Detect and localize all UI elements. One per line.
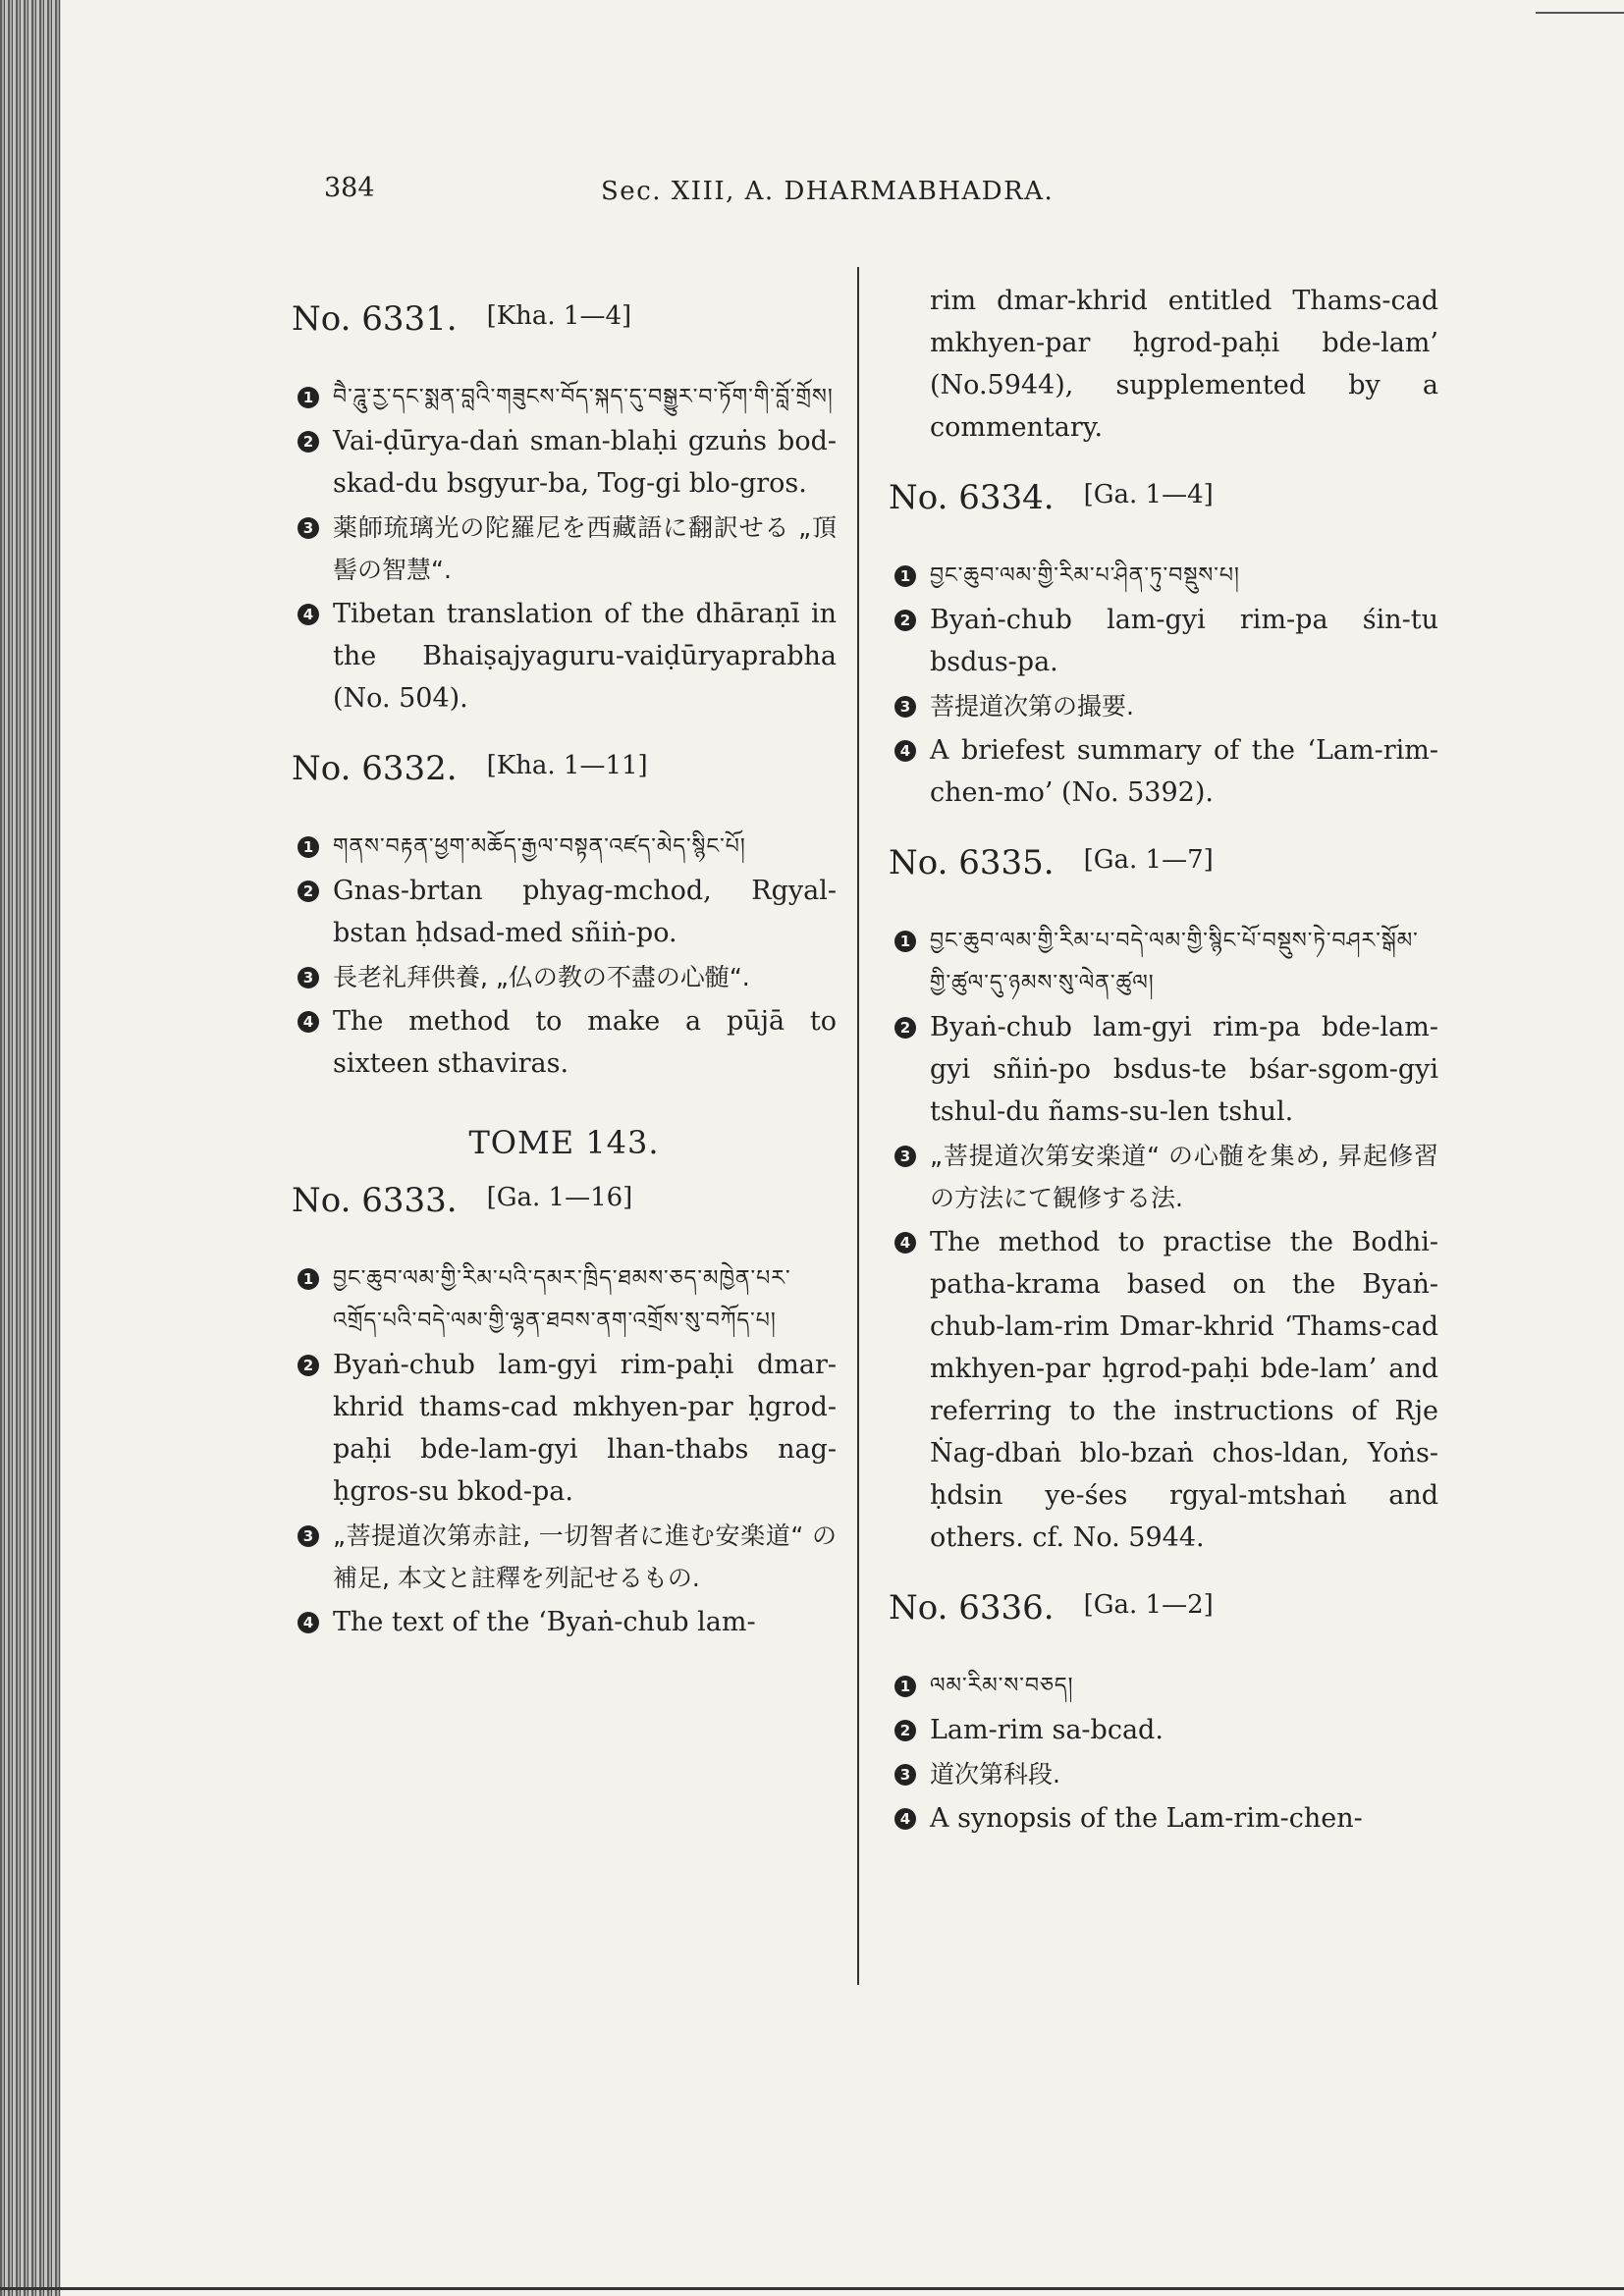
entry-heading xyxy=(292,1181,837,1220)
item-number-marker: 4 xyxy=(894,1808,916,1830)
item-number-marker: 1 xyxy=(298,836,319,858)
item-text: Byaṅ-chub lam-gyi rim-paḥi dmar-khrid thams-cad mkhyen-par ḥgrod-paḥi bde-lam-gyi lhan-thabs nag-ḥgros-su bkod-pa. xyxy=(333,1350,837,1507)
item-text: ལམ་རིམ་ས་བཅད། xyxy=(930,1674,1074,1698)
item-number-marker: 3 xyxy=(894,696,916,718)
item-tibetan xyxy=(292,826,837,868)
entry-reference: [Ga. 1—4] xyxy=(1083,480,1214,509)
item-text: གནས་བརྟན་ཕྱག་མཆོད་རྒྱལ་བསྟན་འཛད་མེད་སྙིང་པོ། xyxy=(333,834,746,859)
item-japanese xyxy=(889,1753,1438,1795)
item-number-marker: 3 xyxy=(894,1146,916,1167)
item-number-marker: 4 xyxy=(894,740,916,762)
bottom-edge-rule xyxy=(0,2287,1624,2290)
item-text: བྱང་ཆུབ་ལམ་གྱི་རིམ་པ་བདེ་ལམ་གྱི་སྙིང་པོ་བསྡུས་ཏེ་བཤར་སྒོམ་གྱི་ཚུལ་དུ་ཉམས་སུ་ལེན་ཚུལ། xyxy=(930,929,1419,995)
item-text: 菩提道次第の撮要. xyxy=(930,692,1134,721)
item-english xyxy=(889,1797,1438,1840)
item-transliteration xyxy=(889,1006,1438,1133)
continued-text: rim dmar-khrid entitled Thams-cad mkhyen-par ḥgrod-paḥi bde-lam’ (No.5944), supplemented by a commentary. xyxy=(930,286,1438,443)
entry-heading xyxy=(292,299,837,339)
column-divider xyxy=(857,267,859,1985)
entry-6333 xyxy=(292,1181,837,1643)
item-text: 長老礼拜供養, „仏の教の不盡の心髄“. xyxy=(333,963,750,991)
item-text: Tibetan translation of the dhāraṇī in the Bhaiṣajyaguru-vaiḍūryaprabha (No. 504). xyxy=(333,599,837,714)
item-text: Byaṅ-chub lam-gyi rim-pa śin-tu bsdus-pa. xyxy=(930,605,1438,677)
item-english xyxy=(889,1221,1438,1559)
item-number-marker: 3 xyxy=(298,1525,319,1547)
item-text: The text of the ‘Byaṅ-chub lam- xyxy=(333,1607,756,1637)
item-text: བཻ་ཌཱུ་རྱ་དང་སྨན་བླའི་གཟུངས་བོད་སྐད་དུ་བསྒྱུར་བ་ཏོག་གི་བློ་གྲོས། xyxy=(333,385,834,409)
entry-number: No. 6335. xyxy=(889,843,1055,882)
item-transliteration xyxy=(889,1709,1438,1751)
entry-6334 xyxy=(889,478,1438,814)
entry-reference: [Ga. 1—16] xyxy=(486,1183,633,1212)
entry-number: No. 6331. xyxy=(292,299,458,339)
item-text: Gnas-brtan phyag-mchod, Rgyal-bstan ḥdsad-med sñiṅ-po. xyxy=(333,876,837,948)
item-number-marker: 2 xyxy=(894,1017,916,1039)
item-number-marker: 4 xyxy=(894,1232,916,1254)
item-number-marker: 2 xyxy=(298,1355,319,1376)
item-japanese xyxy=(292,1515,837,1599)
item-number-marker: 1 xyxy=(894,931,916,952)
item-number-marker: 4 xyxy=(298,1612,319,1633)
top-edge-rule xyxy=(1536,12,1624,14)
item-number-marker: 2 xyxy=(894,1720,916,1741)
item-text: 道次第科段. xyxy=(930,1760,1060,1789)
item-text: „菩提道次第赤註, 一切智者に進む安楽道“ の補足, 本文と註釋を列記せるもの. xyxy=(333,1522,837,1592)
entry-6335 xyxy=(889,843,1438,1559)
item-number-marker: 2 xyxy=(298,881,319,902)
item-tibetan xyxy=(292,1257,837,1342)
entry-number: No. 6332. xyxy=(292,749,458,788)
item-transliteration xyxy=(889,599,1438,683)
item-text: 薬師琉璃光の陀羅尼を西藏語に翻訳せる „頂髻の智慧“. xyxy=(333,513,837,584)
item-english xyxy=(889,729,1438,814)
entry-number: No. 6334. xyxy=(889,478,1055,517)
item-number-marker: 3 xyxy=(298,517,319,539)
item-japanese xyxy=(292,507,837,591)
item-number-marker: 4 xyxy=(298,1011,319,1033)
item-text: A briefest summary of the ‘Lam-rim-chen-mo’ (No. 5392). xyxy=(930,735,1438,808)
entry-6336 xyxy=(889,1588,1438,1840)
item-text: The method to make a pūjā to sixteen sthaviras. xyxy=(333,1006,837,1079)
left-column xyxy=(292,280,837,1673)
item-number-marker: 3 xyxy=(298,967,319,988)
item-transliteration xyxy=(292,870,837,954)
item-number-marker: 1 xyxy=(894,1676,916,1697)
item-number-marker: 3 xyxy=(894,1764,916,1786)
item-english xyxy=(292,1601,837,1643)
item-number-marker: 2 xyxy=(298,431,319,453)
entry-reference: [Kha. 1—11] xyxy=(486,751,648,780)
page-spine-shadow xyxy=(0,0,61,2296)
item-number-marker: 1 xyxy=(298,387,319,408)
item-text: The method to practise the Bodhi-patha-krama based on the Byaṅ-chub-lam-rim Dmar-khrid ‘Thams-cad mkhyen-par ḥgrod-paḥi bde-lam’ and referring to the instructions of Rje Ṅag-dbaṅ blo-bzaṅ chos-ldan, Yoṅs-ḥdsin ye-śes rgyal-mtshaṅ and others. cf. No. 5944. xyxy=(930,1227,1438,1553)
item-tibetan xyxy=(292,376,837,418)
entry-reference: [Ga. 1—7] xyxy=(1083,845,1214,875)
item-text: A synopsis of the Lam-rim-chen- xyxy=(930,1803,1363,1834)
item-text: བྱང་ཆུབ་ལམ་གྱི་རིམ་པའི་དམར་ཁྲིད་ཐམས་ཅད་མཁྱེན་པར་འགྲོད་པའི་བདེ་ལམ་གྱི་ལྷན་ཐབས་ནག་འགྲོས་སུ་བཀོད་པ། xyxy=(333,1266,791,1333)
entry-number: No. 6333. xyxy=(292,1181,458,1220)
item-tibetan xyxy=(889,555,1438,597)
entry-heading xyxy=(889,1588,1438,1628)
item-number-marker: 1 xyxy=(894,565,916,587)
entry-reference: [Kha. 1—4] xyxy=(486,301,632,331)
tome-heading: TOME 143. xyxy=(468,1124,660,1161)
item-transliteration xyxy=(292,1344,837,1513)
item-english xyxy=(292,1000,837,1085)
item-text: བྱང་ཆུབ་ལམ་གྱི་རིམ་པ་ཤིན་ཏུ་བསྡུས་པ། xyxy=(930,563,1240,588)
item-number-marker: 4 xyxy=(298,604,319,625)
item-transliteration xyxy=(292,420,837,505)
entry-heading xyxy=(292,749,837,788)
entry-reference: [Ga. 1—2] xyxy=(1083,1590,1214,1620)
entry-heading xyxy=(889,843,1438,882)
item-number-marker: 2 xyxy=(894,610,916,631)
item-text: Vai-ḍūrya-daṅ sman-blaḥi gzuṅs bod-skad-du bsgyur-ba, Tog-gi blo-gros. xyxy=(333,426,837,499)
page-number: 384 xyxy=(324,173,375,203)
item-tibetan xyxy=(889,1665,1438,1707)
right-column xyxy=(889,280,1438,1869)
item-number-marker: 1 xyxy=(298,1268,319,1290)
item-tibetan xyxy=(889,920,1438,1004)
item-text: „菩提道次第安楽道“ の心髄を集め, 昇起修習の方法にて観修する法. xyxy=(930,1142,1438,1212)
item-english xyxy=(292,593,837,720)
item-text: Lam-rim sa-bcad. xyxy=(930,1715,1164,1745)
item-text: Byaṅ-chub lam-gyi rim-pa bde-lam-gyi sñiṅ-po bsdus-te bśar-sgom-gyi tshul-du ñams-su-len tshul. xyxy=(930,1012,1438,1127)
entry-6332 xyxy=(292,749,837,1085)
item-japanese xyxy=(292,956,837,998)
item-japanese xyxy=(889,1135,1438,1219)
entry-6331 xyxy=(292,299,837,720)
item-japanese xyxy=(889,685,1438,727)
running-title: Sec. XIII, A. DHARMABHADRA. xyxy=(601,177,1055,206)
entry-heading xyxy=(889,478,1438,517)
entry-number: No. 6336. xyxy=(889,1588,1055,1628)
